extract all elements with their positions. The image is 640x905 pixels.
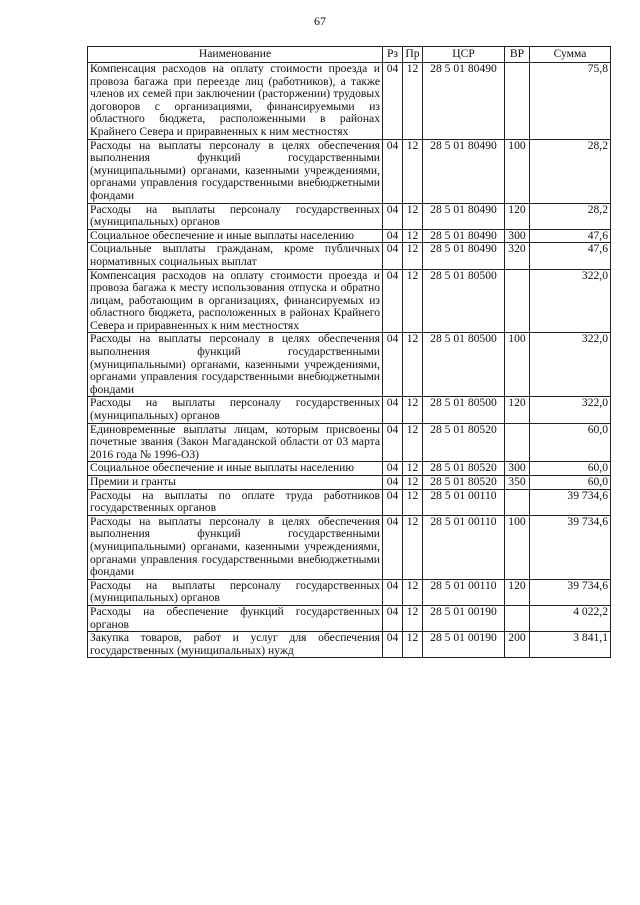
table-row	[88, 269, 611, 333]
row-pr: 12	[403, 229, 423, 243]
row-csr: 28 5 01 80490	[423, 229, 505, 243]
row-csr: 28 5 01 80500	[423, 397, 505, 423]
row-csr: 28 5 01 00190	[423, 605, 505, 631]
row-csr: 28 5 01 80500	[423, 269, 505, 333]
row-name: Расходы на обеспечение функций государственных органов	[88, 605, 383, 631]
row-sum: 47,6	[530, 243, 611, 269]
row-pr: 12	[403, 203, 423, 229]
row-vr: 100	[505, 333, 530, 397]
row-csr: 28 5 01 80490	[423, 203, 505, 229]
row-csr: 28 5 01 80490	[423, 139, 505, 203]
row-rz: 04	[383, 139, 403, 203]
table-row	[88, 515, 611, 579]
header-pr: Пр	[403, 47, 423, 63]
row-vr: 120	[505, 579, 530, 605]
row-rz: 04	[383, 397, 403, 423]
row-sum: 47,6	[530, 229, 611, 243]
row-pr: 12	[403, 243, 423, 269]
row-csr: 28 5 01 00110	[423, 515, 505, 579]
row-csr: 28 5 01 80520	[423, 462, 505, 476]
row-csr: 28 5 01 80490	[423, 63, 505, 140]
header-rz: Рз	[383, 47, 403, 63]
header-sum: Сумма	[530, 47, 611, 63]
row-name: Расходы на выплаты персоналу государственных (муниципальных) органов	[88, 203, 383, 229]
row-sum: 39 734,6	[530, 579, 611, 605]
table-row	[88, 203, 611, 229]
table-row	[88, 489, 611, 515]
row-pr: 12	[403, 333, 423, 397]
row-sum: 28,2	[530, 139, 611, 203]
row-rz: 04	[383, 489, 403, 515]
row-name: Расходы на выплаты персоналу государственных (муниципальных) органов	[88, 579, 383, 605]
table-row	[88, 423, 611, 462]
row-rz: 04	[383, 269, 403, 333]
page-number: 67	[314, 14, 326, 28]
table-row	[88, 333, 611, 397]
header-name: Наименование	[88, 47, 383, 63]
table-row	[88, 632, 611, 658]
row-pr: 12	[403, 269, 423, 333]
row-pr: 12	[403, 605, 423, 631]
row-name: Социальное обеспечение и иные выплаты населению	[88, 462, 383, 476]
row-vr: 120	[505, 397, 530, 423]
table-row	[88, 243, 611, 269]
row-sum: 75,8	[530, 63, 611, 140]
row-csr: 28 5 01 80500	[423, 333, 505, 397]
row-rz: 04	[383, 63, 403, 140]
row-name: Закупка товаров, работ и услуг для обеспечения государственных (муниципальных) нужд	[88, 632, 383, 658]
row-name: Социальные выплаты гражданам, кроме публичных нормативных социальных выплат	[88, 243, 383, 269]
row-rz: 04	[383, 333, 403, 397]
row-pr: 12	[403, 397, 423, 423]
row-name: Расходы на выплаты персоналу в целях обеспечения выполнения функций государственными (муниципальными) органами, казенными учреждениями, органами управления государственными внебюджетными фондами	[88, 139, 383, 203]
row-pr: 12	[403, 423, 423, 462]
row-vr: 300	[505, 229, 530, 243]
row-rz: 04	[383, 423, 403, 462]
row-vr: 300	[505, 462, 530, 476]
row-csr: 28 5 01 00110	[423, 489, 505, 515]
row-sum: 28,2	[530, 203, 611, 229]
row-sum: 322,0	[530, 269, 611, 333]
row-sum: 60,0	[530, 476, 611, 490]
row-rz: 04	[383, 476, 403, 490]
row-csr: 28 5 01 00190	[423, 632, 505, 658]
row-vr: 350	[505, 476, 530, 490]
row-vr	[505, 423, 530, 462]
table-body	[88, 63, 611, 658]
row-csr: 28 5 01 80490	[423, 243, 505, 269]
row-rz: 04	[383, 203, 403, 229]
row-vr	[505, 269, 530, 333]
row-csr: 28 5 01 80520	[423, 476, 505, 490]
row-vr: 100	[505, 515, 530, 579]
row-name: Премии и гранты	[88, 476, 383, 490]
table-header-row	[88, 47, 611, 63]
row-sum: 4 022,2	[530, 605, 611, 631]
row-vr	[505, 63, 530, 140]
budget-table	[87, 46, 611, 658]
row-name: Расходы на выплаты персоналу в целях обеспечения выполнения функций государственными (муниципальными) органами, казенными учреждениями, органами управления государственными внебюджетными фондами	[88, 333, 383, 397]
row-name: Расходы на выплаты персоналу в целях обеспечения выполнения функций государственными (муниципальными) органами, казенными учреждениями, органами управления государственными внебюджетными фондами	[88, 515, 383, 579]
row-vr: 120	[505, 203, 530, 229]
row-rz: 04	[383, 579, 403, 605]
row-vr: 100	[505, 139, 530, 203]
row-rz: 04	[383, 462, 403, 476]
row-pr: 12	[403, 139, 423, 203]
row-rz: 04	[383, 229, 403, 243]
header-vr: ВР	[505, 47, 530, 63]
row-name: Единовременные выплаты лицам, которым присвоены почетные звания (Закон Магаданской области от 03 марта 2016 года № 1996-ОЗ)	[88, 423, 383, 462]
table-row	[88, 63, 611, 140]
table-row	[88, 476, 611, 490]
table-row	[88, 139, 611, 203]
row-name: Компенсация расходов на оплату стоимости проезда и провоза багажа к месту использования отпуска и обратно лицам, работающим в организациях, финансируемых из областного бюджета, расположенных в районах Крайнего Севера и приравненных к ним местностях	[88, 269, 383, 333]
table-row	[88, 229, 611, 243]
header-csr: ЦСР	[423, 47, 505, 63]
row-sum: 60,0	[530, 423, 611, 462]
table-row	[88, 579, 611, 605]
row-name: Компенсация расходов на оплату стоимости проезда и провоза багажа при переезде лиц (работников), а также членов их семей при заключении (расторжении) трудовых договоров с организациями, финансируемыми из областного бюджета, расположенными в районах Крайнего Севера и приравненных к ним местностях	[88, 63, 383, 140]
row-pr: 12	[403, 489, 423, 515]
row-sum: 39 734,6	[530, 515, 611, 579]
row-name: Расходы на выплаты по оплате труда работников государственных органов	[88, 489, 383, 515]
row-sum: 60,0	[530, 462, 611, 476]
table-row	[88, 397, 611, 423]
row-vr: 200	[505, 632, 530, 658]
table-row	[88, 462, 611, 476]
row-vr: 320	[505, 243, 530, 269]
row-rz: 04	[383, 632, 403, 658]
row-sum: 39 734,6	[530, 489, 611, 515]
row-pr: 12	[403, 515, 423, 579]
row-sum: 322,0	[530, 333, 611, 397]
row-name: Социальное обеспечение и иные выплаты населению	[88, 229, 383, 243]
row-pr: 12	[403, 632, 423, 658]
row-pr: 12	[403, 579, 423, 605]
row-rz: 04	[383, 515, 403, 579]
row-rz: 04	[383, 243, 403, 269]
table-row	[88, 605, 611, 631]
row-csr: 28 5 01 00110	[423, 579, 505, 605]
row-csr: 28 5 01 80520	[423, 423, 505, 462]
row-sum: 322,0	[530, 397, 611, 423]
row-vr	[505, 489, 530, 515]
row-rz: 04	[383, 605, 403, 631]
row-pr: 12	[403, 476, 423, 490]
row-name: Расходы на выплаты персоналу государственных (муниципальных) органов	[88, 397, 383, 423]
row-sum: 3 841,1	[530, 632, 611, 658]
row-pr: 12	[403, 462, 423, 476]
row-vr	[505, 605, 530, 631]
row-pr: 12	[403, 63, 423, 140]
